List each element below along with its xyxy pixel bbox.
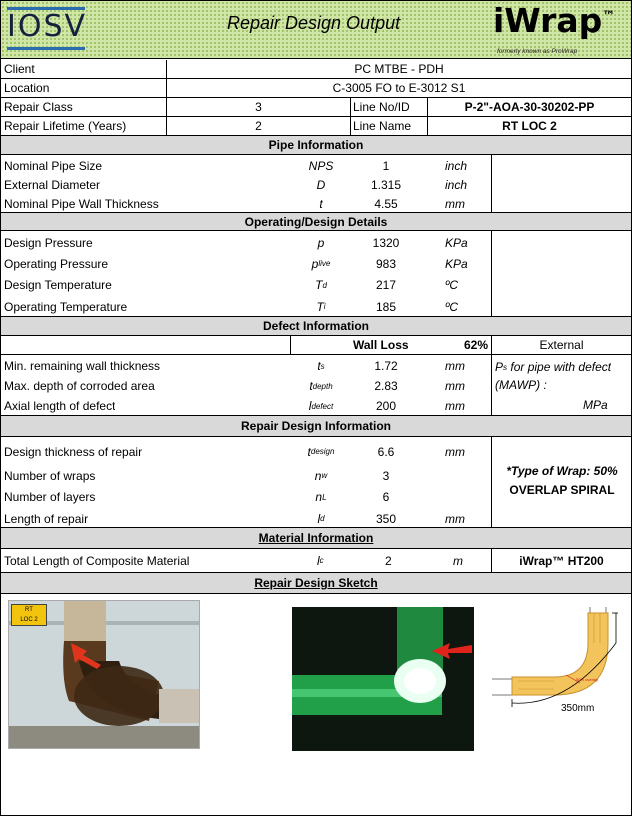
parameter-value: 1320 (372, 235, 400, 250)
parameter-label: Max. depth of corroded area (4, 379, 155, 393)
material-sym: l (317, 553, 320, 568)
wrap-type-note-2: OVERLAP SPIRAL (509, 483, 615, 497)
symbol-subscript: live (318, 259, 331, 268)
parameter-label: Operating Pressure (4, 256, 109, 271)
symbol-text: NPS (308, 158, 334, 173)
symbol-subscript: w (321, 471, 328, 480)
material-sub: c (319, 556, 324, 565)
symbol-text: D (316, 177, 326, 192)
section-title: Pipe Information (1, 136, 631, 154)
parameter-row (1, 465, 491, 486)
repair-class-row (1, 98, 631, 117)
parameter-label: Axial length of defect (4, 399, 116, 413)
symbol-text: t (317, 359, 321, 373)
ps-unit: MPa (583, 398, 608, 412)
wrapped-pipe-photo (292, 607, 474, 751)
parameter-value: 1.315 (370, 177, 402, 192)
parameter-row (1, 253, 491, 274)
symbol-subscript: d (322, 280, 327, 290)
symbol-subscript: defect (311, 401, 334, 411)
material-symbol (317, 549, 324, 572)
parameter-label: Number of layers (4, 490, 96, 504)
wall-loss-type: External (539, 338, 584, 352)
section-title: Defect Information (1, 317, 631, 335)
elbow-diagram-graphic (488, 603, 628, 723)
parameter-label: Operating Temperature (4, 299, 128, 314)
parameter-unit: mm (445, 444, 465, 459)
pipe-info-header (1, 136, 631, 155)
parameter-row (1, 396, 491, 416)
repair-class-value: 3 (255, 100, 262, 114)
parameter-row (1, 486, 491, 508)
parameter-label: Design Pressure (4, 235, 93, 250)
header-banner (1, 1, 631, 59)
parameter-label: Nominal Pipe Size (4, 158, 103, 173)
parameter-row (1, 356, 491, 376)
parameter-row (1, 156, 491, 175)
line-name-value: RT LOC 2 (502, 119, 557, 133)
line-no-value: P-2"-AOA-30-30202-PP (464, 100, 595, 114)
parameter-value: 185 (375, 299, 397, 314)
symbol-subscript: s (320, 361, 325, 371)
location-label: Location (4, 81, 50, 95)
section-title: Material Information (1, 528, 631, 548)
trademark-symbol: ™ (602, 9, 616, 24)
symbol-text: n (314, 468, 322, 483)
parameter-value: 200 (375, 399, 397, 413)
line-name-label: Line Name (353, 119, 412, 133)
symbol-text: n (315, 490, 323, 504)
parameter-unit: inch (445, 158, 468, 173)
client-row (1, 60, 631, 79)
symbol-text: p (311, 256, 319, 271)
repair-lifetime-value: 2 (255, 119, 262, 133)
ps-mawp: (MAWP) : (495, 378, 547, 392)
symbol-subscript: depth (312, 381, 333, 391)
line-no-label: Line No/ID (353, 100, 410, 114)
elbow-repair-diagram (488, 603, 628, 723)
parameter-unit: ºC (445, 278, 459, 292)
location-tag-line2: LOC 2 (20, 617, 38, 623)
location-tag (11, 604, 47, 626)
wrap-type-note: *Type of Wrap: 50% (506, 464, 618, 478)
parameter-row (1, 194, 491, 213)
parameter-value: 6.6 (377, 444, 395, 459)
ps-subscript: s (503, 362, 508, 372)
location-row (1, 79, 631, 98)
parameter-label: Nominal Pipe Wall Thickness (4, 196, 159, 211)
symbol-text: T (316, 299, 324, 314)
client-label: Client (4, 62, 35, 76)
material-label: Total Length of Composite Material (4, 553, 190, 568)
parameter-value: 1.72 (374, 359, 398, 373)
parameter-row (1, 376, 491, 396)
parameter-value: 350 (375, 511, 397, 526)
symbol-text: t (319, 196, 323, 211)
material-header (1, 528, 631, 549)
parameter-row (1, 438, 491, 465)
parameter-row (1, 175, 491, 194)
material-row (1, 549, 631, 573)
parameter-label: Number of wraps (4, 468, 96, 483)
wall-loss-label: Wall Loss (353, 338, 409, 352)
repair-class-label: Repair Class (4, 100, 73, 114)
symbol-text: l (308, 399, 312, 413)
parameter-unit: mm (445, 399, 465, 413)
parameter-unit: mm (445, 511, 465, 526)
overlap-note: 50% overlap (576, 677, 599, 682)
parameter-unit: mm (445, 359, 465, 373)
section-title: Operating/Design Details (1, 213, 631, 230)
wall-loss-row (1, 336, 631, 355)
material-product: iWrap™ HT200 (519, 553, 604, 568)
sketch-header (1, 573, 631, 594)
symbol-subscript: L (322, 492, 327, 502)
ps-text: for pipe with defect (510, 360, 612, 374)
iwrap-logo (493, 1, 615, 40)
symbol-subscript: design (310, 447, 335, 456)
symbol-text: l (317, 511, 321, 526)
material-value: 2 (385, 553, 392, 568)
symbol-text: t (307, 444, 311, 459)
parameter-unit: mm (445, 196, 465, 211)
repair-design-header (1, 416, 631, 437)
symbol-text: p (317, 235, 325, 250)
ps-label (495, 357, 611, 377)
repair-lifetime-label: Repair Lifetime (Years) (4, 119, 127, 133)
operating-header (1, 213, 631, 231)
iwrap-logo-text: iWrap (493, 1, 603, 40)
parameter-row (1, 508, 491, 529)
parameter-value: 983 (375, 256, 397, 271)
parameter-unit: inch (445, 177, 468, 192)
parameter-row (1, 274, 491, 296)
client-value: PC MTBE - PDH (354, 62, 444, 76)
repair-length-dimension: 350mm (561, 703, 595, 714)
section-title: Repair Design Information (1, 416, 631, 436)
logo-subtitle: formerly known as ProWrap (497, 48, 578, 55)
parameter-value: 6 (382, 490, 390, 504)
parameter-label: Min. remaining wall thickness (4, 359, 161, 373)
section-title: Repair Design Sketch (1, 573, 631, 593)
repair-lifetime-row (1, 117, 631, 136)
document-title: Repair Design Output (227, 13, 401, 33)
location-tag-line1: RT (25, 607, 33, 613)
corroded-pipe-photo (8, 600, 200, 749)
parameter-unit: ºC (445, 299, 459, 314)
parameter-unit: KPa (445, 256, 468, 271)
symbol-subscript: d (320, 514, 325, 523)
parameter-value: 3 (382, 468, 390, 483)
parameter-row (1, 296, 491, 317)
symbol-text: t (309, 379, 313, 393)
parameter-unit: KPa (445, 235, 468, 250)
parameter-value: 4.55 (374, 196, 398, 211)
parameter-label: Length of repair (4, 511, 89, 526)
parameter-value: 2.83 (374, 379, 398, 393)
parameter-row (1, 232, 491, 253)
parameter-value: 217 (375, 278, 397, 292)
wrapped-pipe-graphic (292, 607, 474, 751)
parameter-value: 1 (382, 158, 390, 173)
parameter-unit: mm (445, 379, 465, 393)
symbol-text: T (315, 278, 323, 292)
wall-loss-value: 62% (464, 338, 489, 352)
iosv-logo: IOSV (7, 9, 88, 44)
iosv-logo-bar (7, 47, 85, 50)
location-value: C-3005 FO to E-3012 S1 (332, 81, 466, 95)
parameter-label: External Diameter (4, 177, 101, 192)
symbol-subscript: i (323, 302, 326, 311)
material-unit: m (453, 553, 463, 568)
ps-symbol: P (495, 360, 504, 374)
defect-header (1, 317, 631, 336)
parameter-label: Design Temperature (4, 278, 112, 292)
parameter-label: Design thickness of repair (4, 444, 143, 459)
